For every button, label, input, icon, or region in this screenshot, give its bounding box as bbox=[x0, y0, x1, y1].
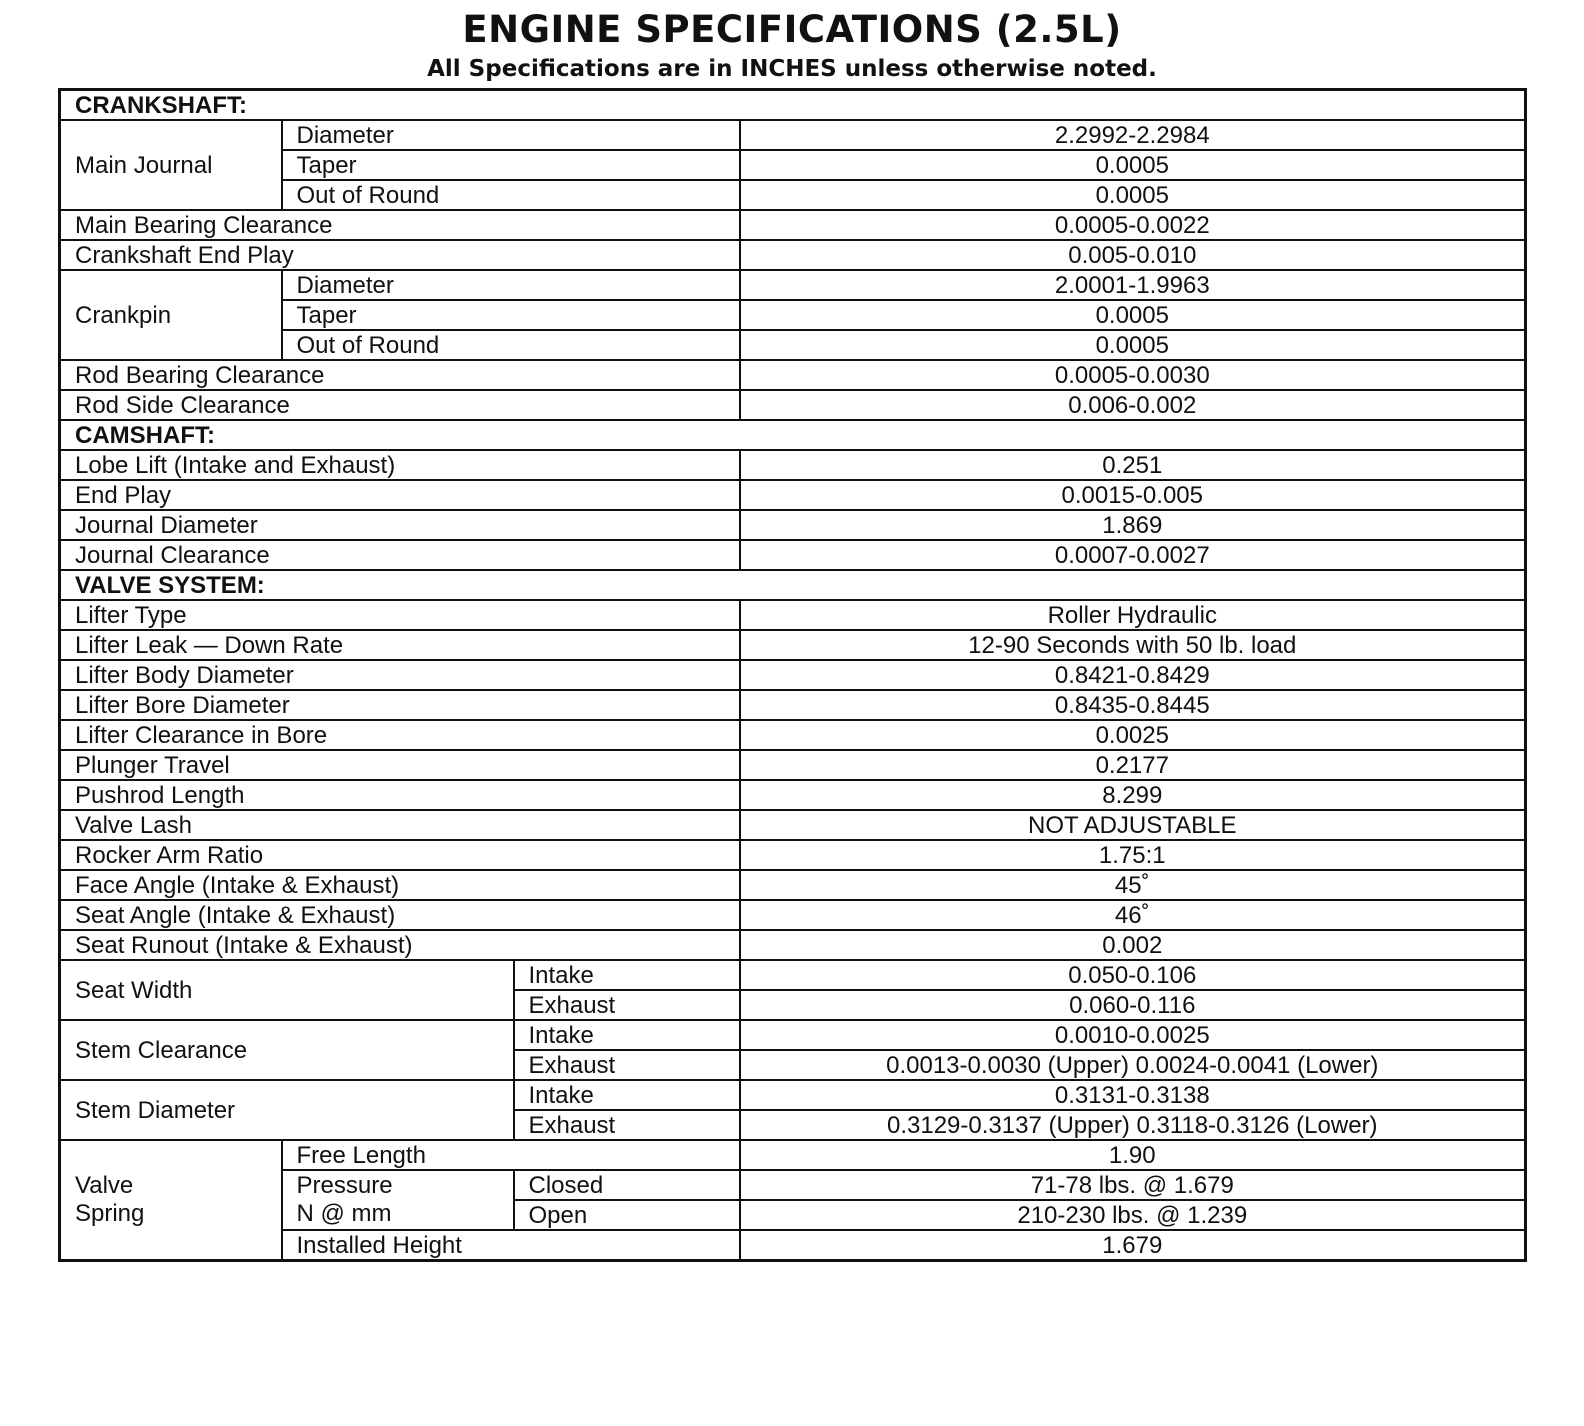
table-row bbox=[60, 690, 1526, 720]
section-heading-camshaft: CAMSHAFT: bbox=[60, 420, 1526, 450]
row-label: Main Bearing Clearance bbox=[60, 210, 740, 240]
table-row bbox=[60, 750, 1526, 780]
row-label: Rocker Arm Ratio bbox=[60, 840, 740, 870]
row-value: 0.0015-0.005 bbox=[740, 480, 1526, 510]
row-value: 2.2992-2.2984 bbox=[740, 120, 1526, 150]
row-label: Pushrod Length bbox=[60, 780, 740, 810]
sub-label-exhaust: Exhaust bbox=[514, 1110, 740, 1140]
table-row bbox=[60, 480, 1526, 510]
row-label: Journal Clearance bbox=[60, 540, 740, 570]
row-label: Out of Round bbox=[282, 180, 740, 210]
row-label: Lobe Lift (Intake and Exhaust) bbox=[60, 450, 740, 480]
row-label: Seat Angle (Intake & Exhaust) bbox=[60, 900, 740, 930]
sub-label-intake: Intake bbox=[514, 1080, 740, 1110]
section-row bbox=[60, 420, 1526, 450]
row-value: 0.251 bbox=[740, 450, 1526, 480]
row-value: 1.90 bbox=[740, 1140, 1526, 1170]
section-row bbox=[60, 570, 1526, 600]
table-row bbox=[60, 540, 1526, 570]
row-label: Face Angle (Intake & Exhaust) bbox=[60, 870, 740, 900]
row-label: Crankshaft End Play bbox=[60, 240, 740, 270]
row-label: End Play bbox=[60, 480, 740, 510]
row-value: 0.060-0.116 bbox=[740, 990, 1526, 1020]
row-label: Seat Runout (Intake & Exhaust) bbox=[60, 930, 740, 960]
table-row bbox=[60, 360, 1526, 390]
group-label-pressure bbox=[282, 1170, 514, 1230]
group-label-main-journal: Main Journal bbox=[60, 120, 282, 210]
row-value: 0.050-0.106 bbox=[740, 960, 1526, 990]
sub-label-intake: Intake bbox=[514, 1020, 740, 1050]
row-label: Rod Side Clearance bbox=[60, 390, 740, 420]
table-row bbox=[60, 840, 1526, 870]
row-value: 8.299 bbox=[740, 780, 1526, 810]
section-heading-valve-system: VALVE SYSTEM: bbox=[60, 570, 1526, 600]
table-row bbox=[60, 450, 1526, 480]
table-row bbox=[60, 660, 1526, 690]
sub-label-exhaust: Exhaust bbox=[514, 1050, 740, 1080]
table-row bbox=[60, 870, 1526, 900]
table-row bbox=[60, 810, 1526, 840]
table-row bbox=[60, 600, 1526, 630]
row-value: 12-90 Seconds with 50 lb. load bbox=[740, 630, 1526, 660]
row-label: Diameter bbox=[282, 120, 740, 150]
row-value: 0.0013-0.0030 (Upper) 0.0024-0.0041 (Lower) bbox=[740, 1050, 1526, 1080]
table-row bbox=[60, 120, 1526, 150]
row-value: 0.0007-0.0027 bbox=[740, 540, 1526, 570]
group-label-valve-spring bbox=[60, 1140, 282, 1261]
row-value: NOT ADJUSTABLE bbox=[740, 810, 1526, 840]
row-value: 1.869 bbox=[740, 510, 1526, 540]
table-row bbox=[60, 1140, 1526, 1170]
table-row bbox=[60, 960, 1526, 990]
row-value: 45˚ bbox=[740, 870, 1526, 900]
sub-label-closed: Closed bbox=[514, 1170, 740, 1200]
sub-label-exhaust: Exhaust bbox=[514, 990, 740, 1020]
table-row bbox=[60, 930, 1526, 960]
row-value: 0.005-0.010 bbox=[740, 240, 1526, 270]
row-label-free-length: Free Length bbox=[282, 1140, 740, 1170]
row-label: Lifter Type bbox=[60, 600, 740, 630]
row-value: 210-230 lbs. @ 1.239 bbox=[740, 1200, 1526, 1230]
table-row bbox=[60, 240, 1526, 270]
row-value: 0.0025 bbox=[740, 720, 1526, 750]
page-subtitle: All Specifications are in INCHES unless otherwise noted. bbox=[427, 56, 1157, 82]
row-label: Valve Lash bbox=[60, 810, 740, 840]
section-row bbox=[60, 90, 1526, 121]
section-heading-crankshaft: CRANKSHAFT: bbox=[60, 90, 1526, 121]
table-row bbox=[60, 270, 1526, 300]
row-value: 0.0005 bbox=[740, 150, 1526, 180]
row-value: 0.0005 bbox=[740, 300, 1526, 330]
valve-spring-label-line1: Valve bbox=[75, 1172, 134, 1199]
row-value: 71-78 lbs. @ 1.679 bbox=[740, 1170, 1526, 1200]
engine-spec-table bbox=[58, 88, 1527, 1262]
row-value: 2.0001-1.9963 bbox=[740, 270, 1526, 300]
row-label-installed-height: Installed Height bbox=[282, 1230, 740, 1261]
row-value: 0.006-0.002 bbox=[740, 390, 1526, 420]
pressure-label-line1: Pressure bbox=[296, 1172, 393, 1199]
table-row bbox=[60, 1020, 1526, 1050]
group-label-seat-width: Seat Width bbox=[60, 960, 514, 1020]
row-value: 0.0005-0.0022 bbox=[740, 210, 1526, 240]
row-value: 0.0005 bbox=[740, 180, 1526, 210]
row-value: 0.8435-0.8445 bbox=[740, 690, 1526, 720]
row-value: 46˚ bbox=[740, 900, 1526, 930]
table-row bbox=[60, 210, 1526, 240]
row-label: Journal Diameter bbox=[60, 510, 740, 540]
table-row bbox=[60, 780, 1526, 810]
row-label: Diameter bbox=[282, 270, 740, 300]
row-value: 0.3131-0.3138 bbox=[740, 1080, 1526, 1110]
table-row bbox=[60, 630, 1526, 660]
group-label-stem-clearance: Stem Clearance bbox=[60, 1020, 514, 1080]
row-label: Taper bbox=[282, 300, 740, 330]
row-value: Roller Hydraulic bbox=[740, 600, 1526, 630]
row-label: Lifter Leak — Down Rate bbox=[60, 630, 740, 660]
row-value: 0.0005-0.0030 bbox=[740, 360, 1526, 390]
row-value: 0.002 bbox=[740, 930, 1526, 960]
table-row bbox=[60, 900, 1526, 930]
group-label-crankpin: Crankpin bbox=[60, 270, 282, 360]
row-label: Taper bbox=[282, 150, 740, 180]
row-value: 0.8421-0.8429 bbox=[740, 660, 1526, 690]
row-value: 1.75:1 bbox=[740, 840, 1526, 870]
row-value: 1.679 bbox=[740, 1230, 1526, 1261]
sub-label-intake: Intake bbox=[514, 960, 740, 990]
table-row bbox=[60, 390, 1526, 420]
table-row bbox=[60, 1080, 1526, 1110]
row-label: Rod Bearing Clearance bbox=[60, 360, 740, 390]
row-label: Lifter Clearance in Bore bbox=[60, 720, 740, 750]
row-label: Plunger Travel bbox=[60, 750, 740, 780]
group-label-stem-diameter: Stem Diameter bbox=[60, 1080, 514, 1140]
row-value: 0.0010-0.0025 bbox=[740, 1020, 1526, 1050]
row-label: Out of Round bbox=[282, 330, 740, 360]
row-label: Lifter Bore Diameter bbox=[60, 690, 740, 720]
sub-label-open: Open bbox=[514, 1200, 740, 1230]
table-row bbox=[60, 510, 1526, 540]
table-row bbox=[60, 720, 1526, 750]
row-label: Lifter Body Diameter bbox=[60, 660, 740, 690]
page-title: ENGINE SPECIFICATIONS (2.5L) bbox=[462, 8, 1122, 51]
row-value: 0.3129-0.3137 (Upper) 0.3118-0.3126 (Lower) bbox=[740, 1110, 1526, 1140]
valve-spring-label-line2: Spring bbox=[75, 1200, 145, 1227]
pressure-label-line2: N @ mm bbox=[296, 1200, 392, 1227]
row-value: 0.2177 bbox=[740, 750, 1526, 780]
row-value: 0.0005 bbox=[740, 330, 1526, 360]
